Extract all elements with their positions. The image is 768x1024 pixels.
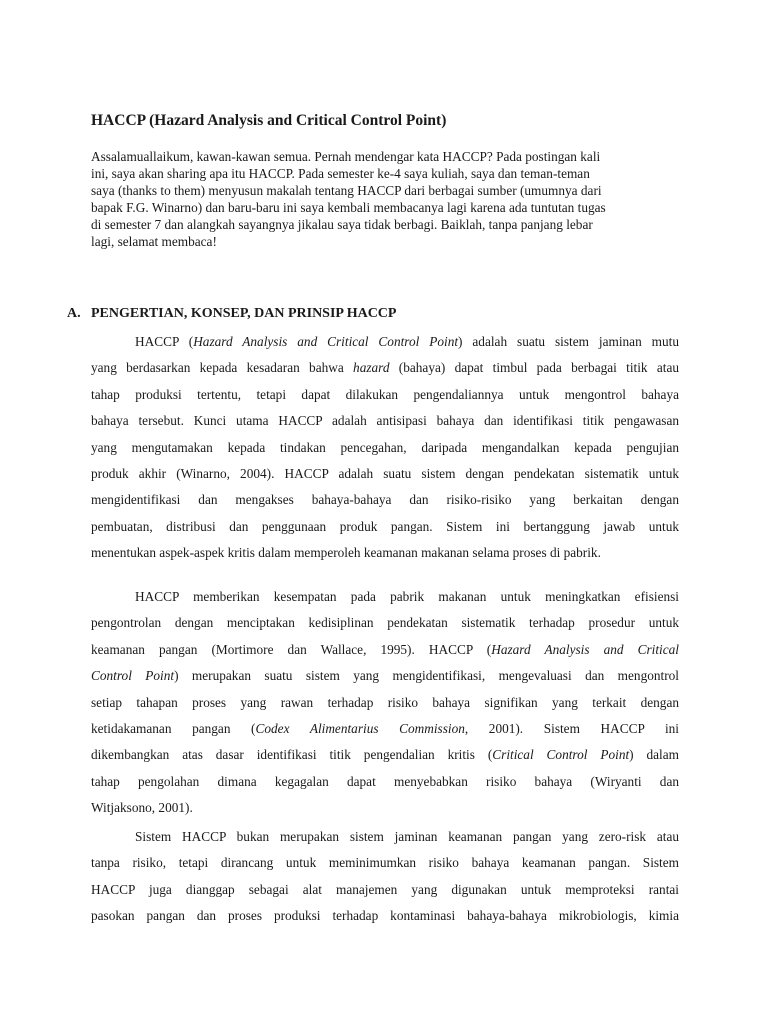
italic-run: Critical Control Point bbox=[492, 747, 630, 763]
text-run: (bahaya) dapat timbul pada berbagai titik atau bbox=[389, 360, 679, 376]
intro-line: bapak F.G. Winarno) dan baru-baru ini saya kembali membacanya lagi karena ada tuntutan tugas bbox=[91, 199, 606, 215]
paragraph-1 bbox=[91, 329, 679, 567]
paragraph-2 bbox=[91, 584, 679, 822]
paragraph-line: pasokan pangan dan proses produksi terhadap kontaminasi bahaya-bahaya mikrobiologis, kimia bbox=[91, 908, 679, 924]
intro-line: ini, saya akan sharing apa itu HACCP. Pada semester ke-4 saya kuliah, saya dan teman-teman bbox=[91, 165, 590, 181]
paragraph-3 bbox=[91, 824, 679, 930]
paragraph-line: produk akhir (Winarno, 2004). HACCP adalah suatu sistem dengan pendekatan sistematik untuk bbox=[91, 465, 679, 481]
paragraph-line: Sistem HACCP bukan merupakan sistem jaminan keamanan pangan yang zero-risk atau bbox=[135, 829, 679, 844]
paragraph-line: bahaya tersebut. Kunci utama HACCP adalah antisipasi bahaya dan identifikasi titik pengawasan bbox=[91, 413, 679, 429]
intro-line: lagi, selamat membaca! bbox=[91, 233, 217, 249]
text-run: HACCP ( bbox=[135, 334, 194, 349]
paragraph-line: menentukan aspek-aspek kritis dalam memperoleh keamanan makanan selama proses di pabrik. bbox=[91, 545, 601, 561]
paragraph-line bbox=[91, 663, 679, 689]
italic-run: Control Point bbox=[91, 668, 175, 684]
paragraph-line bbox=[91, 355, 679, 381]
document-title: HACCP (Hazard Analysis and Critical Control Point) bbox=[91, 112, 447, 129]
section-letter: A. bbox=[67, 306, 81, 321]
italic-run: hazard bbox=[353, 360, 390, 376]
text-run: ketidakamanan pangan ( bbox=[91, 720, 256, 736]
text-run: ) merupakan suatu sistem yang mengidentifikasi, mengevaluasi dan mengontrol bbox=[174, 668, 679, 684]
paragraph-line: mengidentifikasi dan mengakses bahaya-bahaya dan risiko-risiko yang berkaitan dengan bbox=[91, 492, 679, 508]
intro-line: saya (thanks to them) menyusun makalah tentang HACCP dari berbagai sumber (umumnya dari bbox=[91, 182, 602, 198]
paragraph-line: HACCP memberikan kesempatan pada pabrik makanan untuk meningkatkan efisiensi bbox=[135, 589, 679, 604]
paragraph-line: tahap pengolahan dimana kegagalan dapat menyebabkan risiko bahaya (Wiryanti dan bbox=[91, 773, 679, 789]
paragraph-line: tanpa risiko, tetapi dirancang untuk meminimumkan risiko bahaya keamanan pangan. Sistem bbox=[91, 855, 679, 871]
text-run: , 2001). Sistem HACCP ini bbox=[464, 720, 679, 736]
paragraph-line: yang mengutamakan kepada tindakan pencegahan, daripada mengandalkan kepada pengujian bbox=[91, 439, 679, 455]
section-heading-text: PENGERTIAN, KONSEP, DAN PRINSIP HACCP bbox=[91, 306, 397, 321]
paragraph-line: Witjaksono, 2001). bbox=[91, 800, 193, 816]
intro-line: Assalamuallaikum, kawan-kawan semua. Pernah mendengar kata HACCP? Pada postingan kali bbox=[91, 149, 601, 164]
section-a-heading bbox=[67, 306, 396, 322]
text-run: dikembangkan atas dasar identifikasi titik pengendalian kritis ( bbox=[91, 747, 493, 763]
intro-paragraph bbox=[91, 149, 691, 250]
italic-run: Hazard Analysis and Critical bbox=[491, 641, 679, 657]
paragraph-line bbox=[91, 716, 679, 742]
paragraph-line bbox=[91, 742, 679, 768]
intro-line: di semester 7 dan alangkah sayangnya jikalau saya tidak berbagi. Baiklah, tanpa panjang lebar bbox=[91, 216, 593, 232]
paragraph-line: pembuatan, distribusi dan penggunaan produk pangan. Sistem ini bertanggung jawab untuk bbox=[91, 518, 679, 534]
text-run: ) adalah suatu sistem jaminan mutu bbox=[458, 334, 679, 349]
paragraph-line bbox=[91, 637, 679, 663]
paragraph-line: setiap tahapan proses yang rawan terhadap risiko bahaya signifikan yang terkait dengan bbox=[91, 694, 679, 710]
paragraph-line: tahap produksi tertentu, tetapi dapat dilakukan pengendaliannya untuk mengontrol bahaya bbox=[91, 386, 679, 402]
italic-run: Hazard Analysis and Critical Control Point bbox=[193, 334, 459, 349]
text-run: keamanan pangan (Mortimore dan Wallace, 1995). HACCP ( bbox=[91, 641, 492, 657]
text-run: ) dalam bbox=[629, 747, 679, 763]
paragraph-line bbox=[91, 329, 679, 355]
text-run: yang berdasarkan kepada kesadaran bahwa bbox=[91, 360, 354, 376]
italic-run: Codex Alimentarius Commission bbox=[255, 720, 465, 736]
paragraph-line: HACCP juga dianggap sebagai alat manajemen yang digunakan untuk memproteksi rantai bbox=[91, 881, 679, 897]
paragraph-line: pengontrolan dengan menciptakan kedisiplinan pendekatan sistematik terhadap prosedur untuk bbox=[91, 615, 679, 631]
